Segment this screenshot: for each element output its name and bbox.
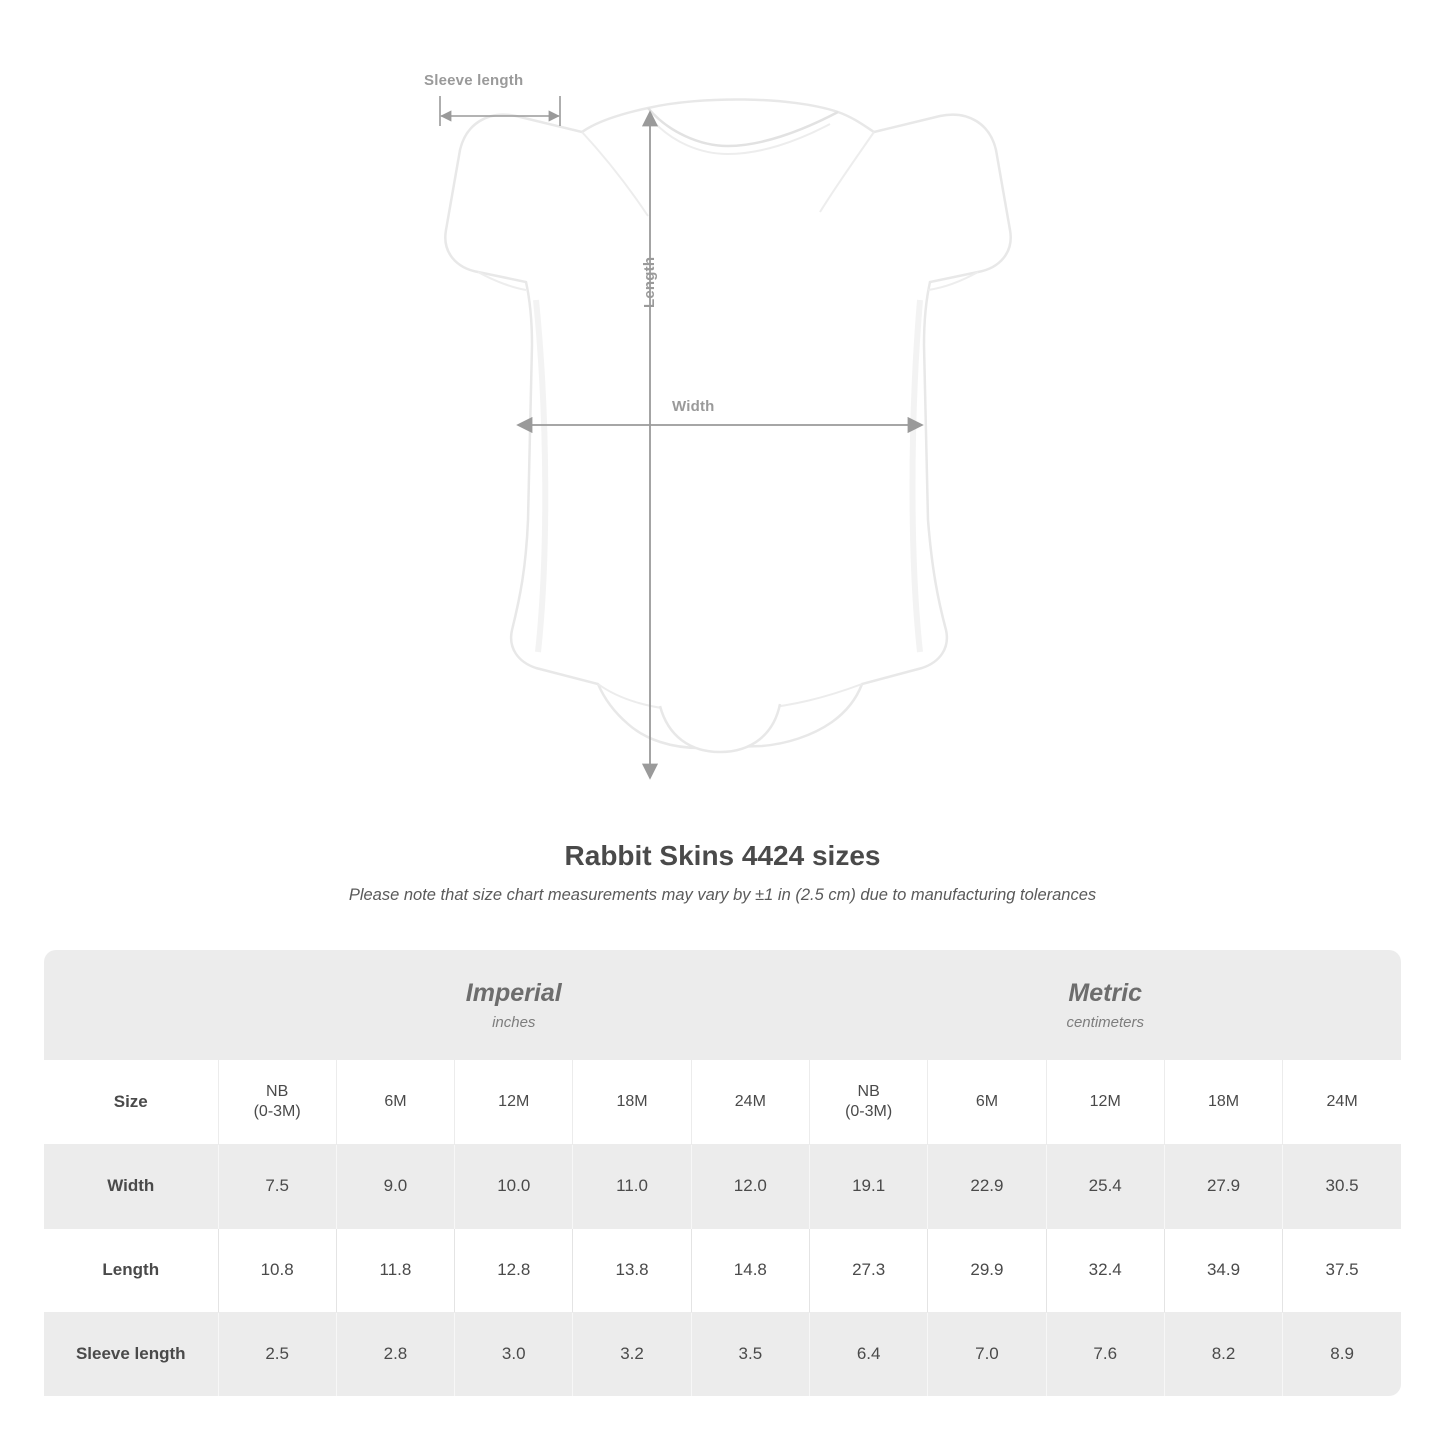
column-header-24m-metric: 24M	[1283, 1060, 1401, 1144]
table-row	[44, 1228, 1401, 1312]
cell-length-nb-cm: 27.3	[809, 1228, 927, 1312]
cell-length-nb-in: 10.8	[218, 1228, 336, 1312]
cell-sleeve-24m-cm: 8.9	[1283, 1312, 1401, 1396]
cell-sleeve-6m-cm: 7.0	[928, 1312, 1046, 1396]
column-header-line1: NB	[266, 1082, 289, 1100]
column-header-line2: (0-3M)	[253, 1102, 301, 1120]
title-block	[0, 840, 1445, 905]
cell-sleeve-12m-cm: 7.6	[1046, 1312, 1164, 1396]
cell-length-18m-in: 13.8	[573, 1228, 691, 1312]
length-label: Length	[641, 256, 658, 308]
cell-width-18m-in: 11.0	[573, 1144, 691, 1228]
cell-sleeve-24m-in: 3.5	[691, 1312, 809, 1396]
cell-width-12m-in: 10.0	[455, 1144, 573, 1228]
cell-width-nb-cm: 19.1	[809, 1144, 927, 1228]
cell-width-6m-in: 9.0	[336, 1144, 454, 1228]
cell-width-24m-in: 12.0	[691, 1144, 809, 1228]
cell-sleeve-18m-in: 3.2	[573, 1312, 691, 1396]
column-header-6m-imperial: 6M	[336, 1060, 454, 1144]
cell-length-12m-cm: 32.4	[1046, 1228, 1164, 1312]
table-row	[44, 1312, 1401, 1396]
row-label-width: Width	[44, 1144, 218, 1228]
unit-group-metric	[809, 950, 1401, 1060]
column-header-18m-metric: 18M	[1164, 1060, 1282, 1144]
cell-sleeve-nb-in: 2.5	[218, 1312, 336, 1396]
unit-group-metric-sub: centimeters	[1066, 1013, 1144, 1031]
column-header-line2: (0-3M)	[845, 1102, 893, 1120]
width-label: Width	[672, 398, 715, 415]
table-row	[44, 1144, 1401, 1228]
unit-group-imperial-sub: inches	[492, 1013, 536, 1031]
row-header-label: Size	[44, 1060, 218, 1144]
column-header-line1: NB	[857, 1082, 880, 1100]
cell-length-6m-cm: 29.9	[928, 1228, 1046, 1312]
unit-group-imperial	[218, 950, 809, 1060]
unit-header-row	[44, 950, 1401, 1060]
column-header-nb-imperial	[218, 1060, 336, 1144]
cell-width-12m-cm: 25.4	[1046, 1144, 1164, 1228]
cell-width-18m-cm: 27.9	[1164, 1144, 1282, 1228]
row-label-length: Length	[44, 1228, 218, 1312]
cell-width-6m-cm: 22.9	[928, 1144, 1046, 1228]
column-header-12m-metric: 12M	[1046, 1060, 1164, 1144]
unit-group-metric-name: Metric	[1068, 979, 1143, 1008]
size-table-wrapper	[44, 950, 1401, 1396]
page-subtitle: Please note that size chart measurements may vary by ±1 in (2.5 cm) due to manufacturing tolerances	[348, 886, 1097, 904]
cell-length-24m-in: 14.8	[691, 1228, 809, 1312]
cell-length-6m-in: 11.8	[336, 1228, 454, 1312]
cell-sleeve-6m-in: 2.8	[336, 1312, 454, 1396]
unit-header-spacer	[44, 950, 218, 1060]
cell-sleeve-nb-cm: 6.4	[809, 1312, 927, 1396]
size-header-row	[44, 1060, 1401, 1144]
column-header-12m-imperial: 12M	[455, 1060, 573, 1144]
size-table	[44, 950, 1401, 1396]
cell-sleeve-18m-cm: 8.2	[1164, 1312, 1282, 1396]
page-title: Rabbit Skins 4424 sizes	[564, 840, 881, 871]
column-header-24m-imperial: 24M	[691, 1060, 809, 1144]
column-header-18m-imperial: 18M	[573, 1060, 691, 1144]
cell-length-12m-in: 12.8	[455, 1228, 573, 1312]
unit-group-imperial-name: Imperial	[465, 979, 562, 1008]
row-label-sleeve-length: Sleeve length	[44, 1312, 218, 1396]
cell-length-18m-cm: 34.9	[1164, 1228, 1282, 1312]
column-header-nb-metric	[809, 1060, 927, 1144]
column-header-6m-metric: 6M	[928, 1060, 1046, 1144]
cell-width-nb-in: 7.5	[218, 1144, 336, 1228]
cell-width-24m-cm: 30.5	[1283, 1144, 1401, 1228]
sleeve-length-label: Sleeve length	[424, 72, 524, 89]
cell-sleeve-12m-in: 3.0	[455, 1312, 573, 1396]
cell-length-24m-cm: 37.5	[1283, 1228, 1401, 1312]
